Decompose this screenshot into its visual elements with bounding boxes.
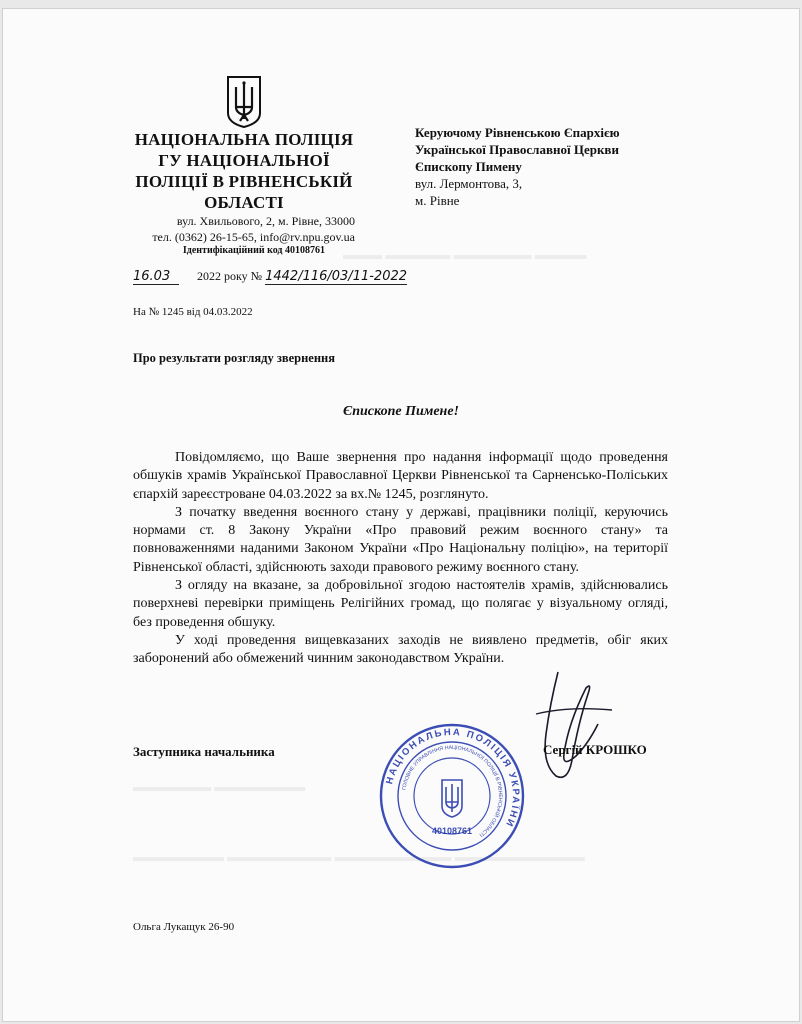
bleed-through-text: ▬▬▬▬▬▬ ▬▬▬▬▬▬▬	[133, 779, 306, 794]
org-name-line: НАЦІОНАЛЬНА ПОЛІЦІЯ	[134, 130, 354, 149]
seal-code: 40108761	[431, 826, 473, 836]
registration-line	[133, 269, 407, 285]
official-seal	[378, 722, 526, 870]
recipient-line: Української Православної Церкви	[415, 142, 619, 157]
recipient-line: Керуючому Рівненською Єпархією	[415, 125, 620, 140]
seal-outer-text: НАЦІОНАЛЬНА ПОЛІЦІЯ УКРАЇНИ	[384, 726, 522, 830]
trident-coat-of-arms-icon	[224, 75, 264, 129]
org-name-line: ГУ НАЦІОНАЛЬНОЇ	[158, 151, 330, 170]
recipient-line: м. Рівне	[415, 193, 460, 208]
letter-page	[2, 8, 800, 1022]
recipient-line: вул. Лермонтова, 3,	[415, 176, 523, 191]
letter-subject: Про результати розгляду звернення	[133, 351, 336, 365]
letter-body	[133, 449, 668, 669]
body-paragraph: З початку введення воєнного стану у державі, працівники поліції, керуючись нормами ст. 8 Закону України «Про правовий режим воєнного стану» та повноваженнями наданими Законом України «Про Національну поліцію», на території Рівненської області, здійснюють заходи правового режиму воєнного стану.	[133, 504, 668, 575]
org-name-line: ПОЛІЦІЇ В РІВНЕНСЬКІЙ	[135, 172, 353, 191]
org-address: вул. Хвильового, 2, м. Рівне, 33000	[176, 214, 355, 228]
signatory-name: Сергій КРОШКО	[543, 742, 647, 757]
handwritten-date: 16.03	[133, 269, 179, 285]
letter-greeting: Єпископе Пимене!	[343, 404, 459, 419]
org-name-line: ОБЛАСТІ	[204, 193, 284, 212]
handwritten-number: 1442/116/03/11-2022	[265, 269, 408, 284]
seal-inner-text: ГОЛОВНЕ УПРАВЛІННЯ НАЦІОНАЛЬНОЇ ПОЛІЦІЇ В РІВНЕНСЬКІЙ ОБЛАСТІ	[401, 744, 504, 838]
signatory-position: Заступника начальника	[133, 744, 275, 759]
body-paragraph: У ході проведення вищевказаних заходів не виявлено предметів, обіг яких заборонений або обмежений чинним законодавством України.	[133, 632, 668, 667]
organization-name	[133, 129, 355, 213]
registration-year: 2022 року №	[197, 269, 263, 283]
recipient-block	[415, 124, 620, 209]
recipient-line: Єпископу Пимену	[415, 159, 522, 174]
handwritten-signature	[528, 664, 618, 784]
org-contacts: тел. (0362) 26-15-65, info@rv.npu.gov.ua	[152, 230, 355, 244]
org-id-code: Ідентифікаційний код 40108761	[182, 245, 325, 256]
body-paragraph: З огляду на вказане, за добровільної згодою настоятелів храмів, здійснювались поверхневі перевірки приміщень Релігійних громад, що полягає у візуальному огляді, без проведення обшуку.	[133, 578, 668, 630]
bleed-through-text: ▬▬▬ ▬▬▬▬▬ ▬▬▬▬▬▬ ▬▬▬▬	[343, 247, 587, 262]
executor-contact: Ольга Лукащук 26-90	[133, 921, 235, 933]
seal-trident-icon	[442, 780, 462, 817]
reply-reference: На № 1245 від 04.03.2022	[133, 306, 253, 318]
bleed-through-text: ▬▬▬▬▬▬▬ ▬▬▬▬▬▬▬▬ ▬▬▬▬▬▬▬▬▬ ▬▬▬▬▬▬▬▬▬▬	[133, 849, 585, 864]
body-paragraph: Повідомляємо, що Ваше звернення про надання інформації щодо проведення обшуків храмів Української Православної Церкви Рівненської та Сарненсько-Поліських єпархій зареєстроване 04.03.2022 за вх.№ 1245, розглянуто.	[133, 450, 668, 502]
